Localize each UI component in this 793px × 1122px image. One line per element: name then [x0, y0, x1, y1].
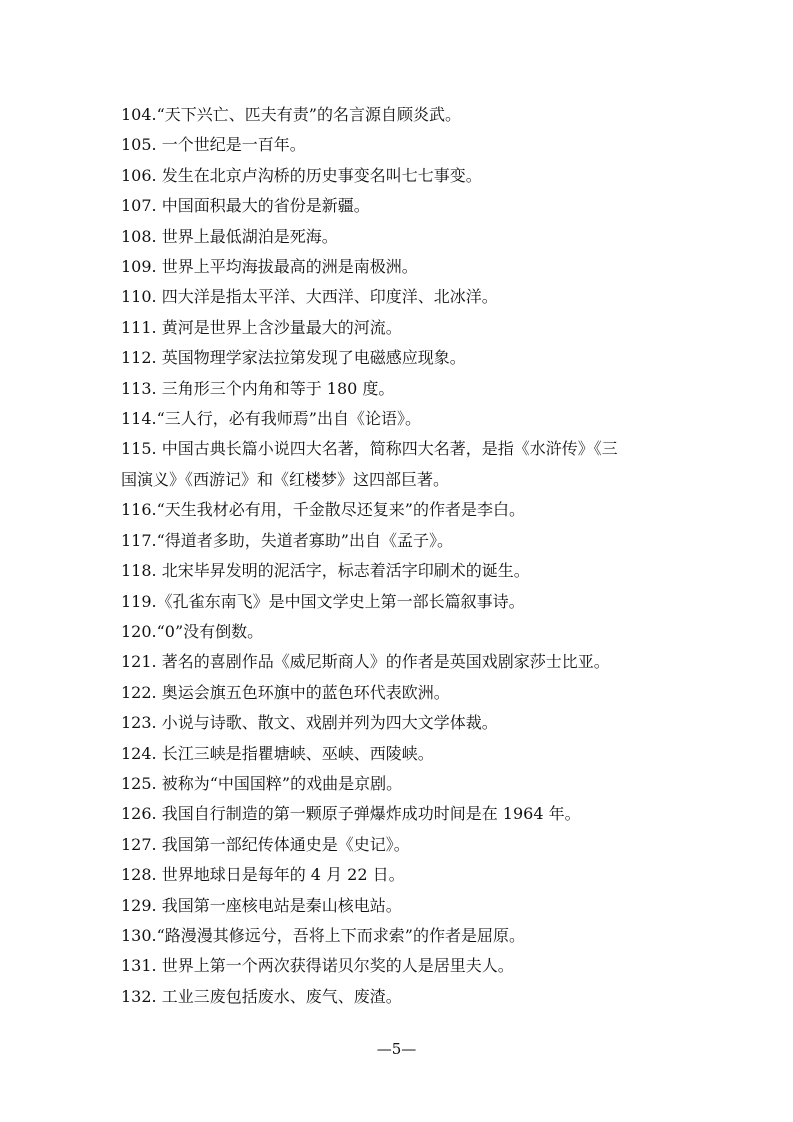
list-item: 125. 被称为“中国国粹”的戏曲是京剧。	[121, 773, 403, 793]
list-item: 117.“得道者多助，失道者寡助”出自《孟子》。	[121, 530, 453, 550]
list-item: 126. 我国自行制造的第一颗原子弹爆炸成功时间是在 1964 年。	[121, 804, 581, 824]
list-item: 116.“天生我材必有用，千金散尽还复来”的作者是李白。	[121, 500, 525, 520]
list-item: 106. 发生在北京卢沟桥的历史事变名叫七七事变。	[121, 165, 482, 185]
list-item: 112. 英国物理学家法拉第发现了电磁感应现象。	[121, 348, 466, 368]
list-item: 111. 黄河是世界上含沙量最大的河流。	[121, 317, 402, 337]
list-item: 119.《孔雀东南飞》是中国文学史上第一部长篇叙事诗。	[121, 591, 525, 611]
list-item: 122. 奥运会旗五色环旗中的蓝色环代表欧洲。	[121, 682, 450, 702]
list-item: 107. 中国面积最大的省份是新疆。	[121, 196, 370, 216]
list-item-continuation: 国演义》《西游记》和《红楼梦》这四部巨著。	[121, 469, 450, 489]
list-item: 104.“天下兴亡、匹夫有责”的名言源自顾炎武。	[121, 105, 461, 124]
list-item: 110. 四大洋是指太平洋、大西洋、印度洋、北冰洋。	[121, 287, 498, 307]
list-item: 109. 世界上平均海拔最高的洲是南极洲。	[121, 257, 418, 277]
list-item: 114.“三人行，必有我师焉”出自《论语》。	[121, 409, 421, 429]
list-item: 132. 工业三废包括废水、废气、废渣。	[121, 986, 402, 1006]
page-number: —5—	[376, 1040, 417, 1058]
list-item: 108. 世界上最低湖泊是死海。	[121, 226, 338, 246]
list-item: 121. 著名的喜剧作品《威尼斯商人》的作者是英国戏剧家莎士比亚。	[121, 652, 610, 672]
list-item: 118. 北宋毕昇发明的泥活字，标志着活字印刷术的诞生。	[121, 561, 530, 581]
fact-list	[121, 100, 681, 1012]
list-item: 120.“0”没有倒数。	[121, 621, 264, 641]
list-item: 129. 我国第一座核电站是秦山核电站。	[121, 895, 402, 915]
list-item: 123. 小说与诗歌、散文、戏剧并列为四大文学体裁。	[121, 713, 498, 733]
list-item: 105. 一个世纪是一百年。	[121, 135, 306, 155]
list-item: 130.“路漫漫其修远兮，吾将上下而求索”的作者是屈原。	[121, 925, 525, 945]
list-item: 127. 我国第一部纪传体通史是《史记》。	[121, 834, 410, 854]
list-item: 115. 中国古典长篇小说四大名著，简称四大名著，是指《水浒传》《三	[121, 439, 618, 459]
list-item: 131. 世界上第一个两次获得诺贝尔奖的人是居里夫人。	[121, 956, 514, 976]
list-item: 124. 长江三峡是指瞿塘峡、巫峡、西陵峡。	[121, 743, 434, 763]
list-item: 128. 世界地球日是每年的 4 月 22 日。	[121, 865, 405, 885]
list-item: 113. 三角形三个内角和等于 180 度。	[121, 378, 395, 398]
